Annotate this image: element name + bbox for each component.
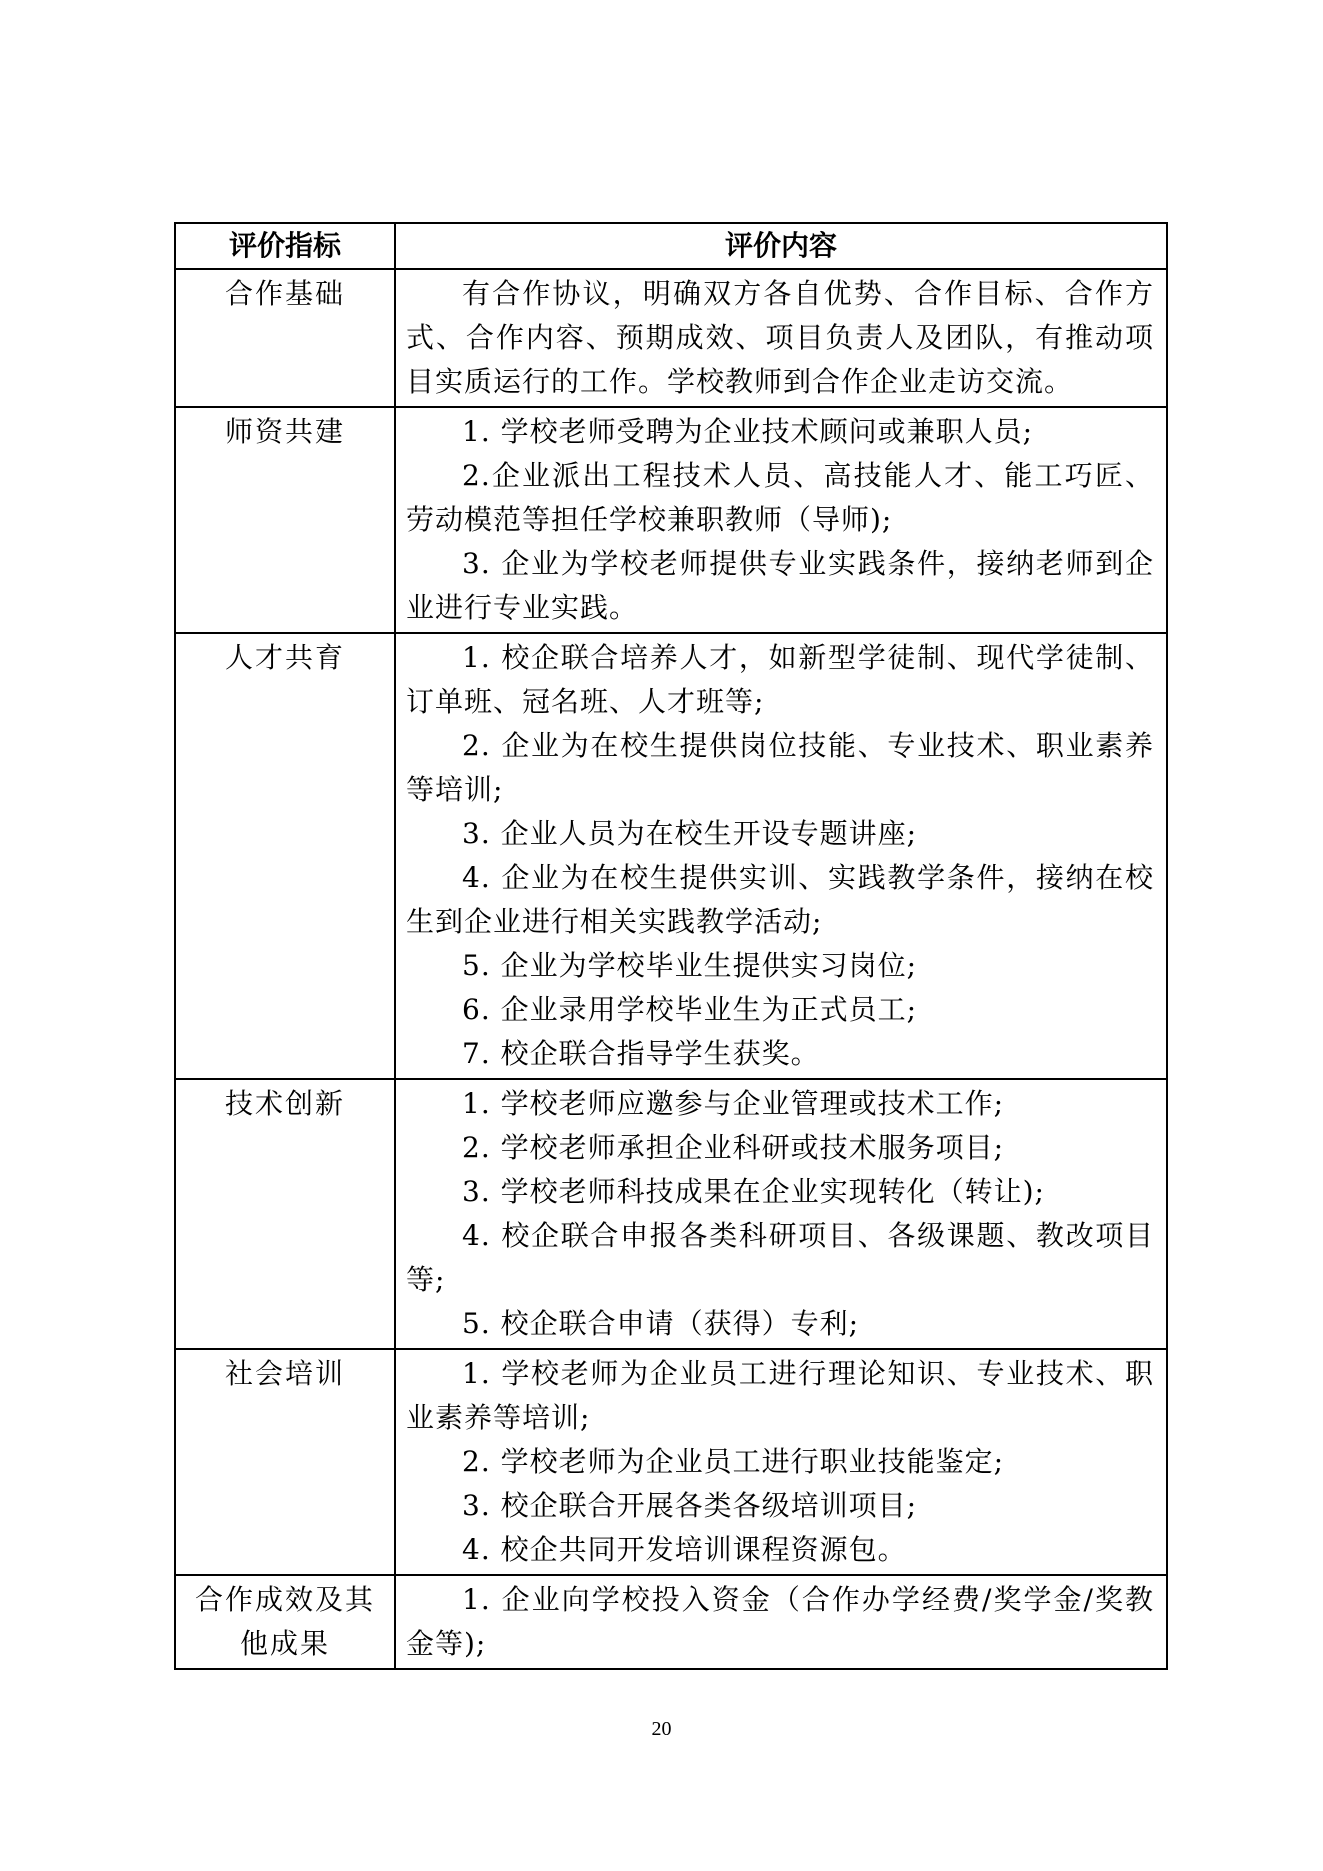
- content-item: 5. 校企联合申请（获得）专利;: [462, 1307, 860, 1340]
- table-row: [175, 633, 1167, 1079]
- row-indicator: 师资共建: [175, 407, 395, 633]
- row-indicator: 技术创新: [175, 1079, 395, 1349]
- table-row: [175, 269, 1167, 407]
- content-item: 3. 校企联合开展各类各级培训项目;: [462, 1489, 918, 1522]
- row-content: [395, 269, 1167, 407]
- table-row: [175, 407, 1167, 633]
- content-item: 6. 企业录用学校毕业生为正式员工;: [462, 993, 918, 1026]
- evaluation-table: [174, 222, 1168, 1670]
- content-item: 2.企业派出工程技术人员、高技能人才、能工巧匠、劳动模范等担任学校兼职教师（导师);: [406, 459, 1154, 536]
- content-item: 1. 校企联合培养人才，如新型学徒制、现代学徒制、订单班、冠名班、人才班等;: [406, 641, 1154, 718]
- content-item: 4. 校企共同开发培训课程资源包。: [462, 1533, 907, 1566]
- table-row: [175, 1349, 1167, 1575]
- row-indicator: 合作成效及其他成果: [175, 1575, 395, 1669]
- content-item: 有合作协议，明确双方各自优势、合作目标、合作方式、合作内容、预期成效、项目负责人及团队，有推动项目实质运行的工作。学校教师到合作企业走访交流。: [406, 277, 1154, 398]
- content-item: 1. 学校老师受聘为企业技术顾问或兼职人员;: [462, 415, 1034, 448]
- content-item: 7. 校企联合指导学生获奖。: [462, 1037, 820, 1070]
- header-content: 评价内容: [395, 223, 1167, 269]
- content-item: 3. 企业为学校老师提供专业实践条件，接纳老师到企业进行专业实践。: [406, 547, 1154, 624]
- content-item: 1. 学校老师为企业员工进行理论知识、专业技术、职业素养等培训;: [406, 1357, 1154, 1434]
- content-item: 4. 企业为在校生提供实训、实践教学条件，接纳在校生到企业进行相关实践教学活动;: [406, 861, 1154, 938]
- table-body: [175, 269, 1167, 1669]
- content-item: 4. 校企联合申报各类科研项目、各级课题、教改项目等;: [406, 1219, 1154, 1296]
- row-content: [395, 1079, 1167, 1349]
- row-content: [395, 1349, 1167, 1575]
- row-indicator: 合作基础: [175, 269, 395, 407]
- row-indicator: 社会培训: [175, 1349, 395, 1575]
- row-indicator: 人才共育: [175, 633, 395, 1079]
- content-item: 3. 企业人员为在校生开设专题讲座;: [462, 817, 918, 850]
- content-item: 3. 学校老师科技成果在企业实现转化（转让);: [462, 1175, 1045, 1208]
- content-item: 1. 企业向学校投入资金（合作办学经费/奖学金/奖教金等);: [406, 1583, 1154, 1660]
- content-item: 1. 学校老师应邀参与企业管理或技术工作;: [462, 1087, 1005, 1120]
- table-row: [175, 1079, 1167, 1349]
- row-content: [395, 633, 1167, 1079]
- table-row: [175, 1575, 1167, 1669]
- table-header-row: [175, 223, 1167, 269]
- header-indicator: 评价指标: [175, 223, 395, 269]
- row-content: [395, 1575, 1167, 1669]
- content-item: 5. 企业为学校毕业生提供实习岗位;: [462, 949, 918, 982]
- content-item: 2. 企业为在校生提供岗位技能、专业技术、职业素养等培训;: [406, 729, 1154, 806]
- content-item: 2. 学校老师承担企业科研或技术服务项目;: [462, 1131, 1005, 1164]
- content-item: 2. 学校老师为企业员工进行职业技能鉴定;: [462, 1445, 1005, 1478]
- row-content: [395, 407, 1167, 633]
- page-number: 20: [651, 1718, 672, 1740]
